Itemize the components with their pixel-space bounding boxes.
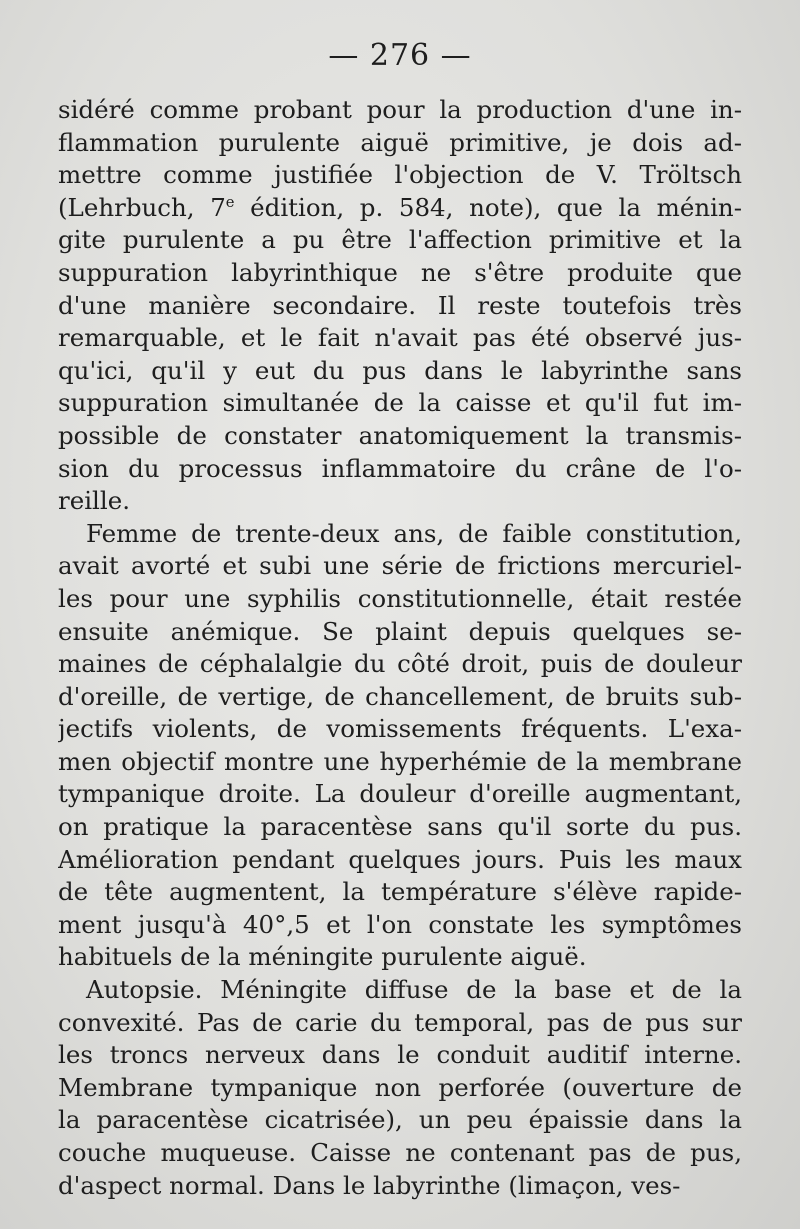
text-line: possible de constater anatomiquement la transmis- xyxy=(58,420,742,450)
text-line: les troncs nerveux dans le conduit auditif interne. xyxy=(58,1040,742,1070)
text-line: flammation purulente aiguë primitive, je dois ad- xyxy=(58,127,742,157)
text-line: ment jusqu'à 40°,5 et l'on constate les symptômes xyxy=(58,909,742,939)
text-line: la paracentèse cicatrisée), un peu épaissie dans la xyxy=(58,1105,742,1135)
text-line: ensuite anémique. Se plaint depuis quelques se- xyxy=(58,616,742,646)
text-line: suppuration labyrinthique ne s'être produite que xyxy=(58,257,742,287)
text-line: habituels de la méningite purulente aiguë. xyxy=(58,942,587,972)
text-line: sion du processus inflammatoire du crâne de l'o- xyxy=(58,453,742,483)
text-line: d'aspect normal. Dans le labyrinthe (limaçon, ves- xyxy=(58,1170,681,1200)
text-line: suppuration simultanée de la caisse et qu'il fut im- xyxy=(58,388,742,418)
text-line: couche muqueuse. Caisse ne contenant pas de pus, xyxy=(58,1138,742,1167)
text-line: Membrane tympanique non perforée (ouverture de xyxy=(58,1072,742,1102)
text-line: men objectif montre une hyperhémie de la membrane xyxy=(58,746,742,776)
text-line: gite purulente a pu être l'affection primitive et la xyxy=(58,225,742,255)
text-line: remarquable, et le fait n'avait pas été observé jus- xyxy=(58,323,742,353)
text-line: d'oreille, de vertige, de chancellement, de bruits sub- xyxy=(58,681,742,711)
text-line: maines de céphalalgie du côté droit, puis de douleur xyxy=(58,649,742,679)
text-line: tympanique droite. La douleur d'oreille augmentant, xyxy=(58,779,742,809)
text-line: avait avorté et subi une série de frictions mercuriel- xyxy=(58,551,742,581)
body-text xyxy=(58,94,742,1202)
text-line: reille. xyxy=(58,486,131,516)
paragraph xyxy=(58,518,742,974)
paragraph xyxy=(58,94,742,518)
text-line: on pratique la paracentèse sans qu'il sorte du pus. xyxy=(58,812,742,842)
text-line: Amélioration pendant quelques jours. Puis les maux xyxy=(58,844,742,874)
text-line: sidéré comme probant pour la production d'une in- xyxy=(58,95,742,124)
text-line: de tête augmentent, la température s'élève rapide- xyxy=(58,877,742,907)
text-line: d'une manière secondaire. Il reste toutefois très xyxy=(58,290,742,320)
text-line: Femme de trente-deux ans, de faible constitution, xyxy=(86,518,742,548)
text-line: (Lehrbuch, 7e édition, p. 584, note), que la ménin- xyxy=(58,192,742,222)
text-line: convexité. Pas de carie du temporal, pas de pus sur xyxy=(58,1007,742,1037)
text-line: mettre comme justifiée l'objection de V. Tröltsch xyxy=(58,160,742,190)
text-line: Autopsie. Méningite diffuse de la base et de la xyxy=(86,975,742,1005)
text-line: jectifs violents, de vomissements fréquents. L'exa- xyxy=(58,714,742,744)
page-number: — 276 — xyxy=(328,38,472,73)
text-line: les pour une syphilis constitutionnelle, était restée xyxy=(58,583,742,613)
paragraph xyxy=(58,974,742,1202)
text-line: qu'ici, qu'il y eut du pus dans le labyrinthe sans xyxy=(58,355,742,385)
